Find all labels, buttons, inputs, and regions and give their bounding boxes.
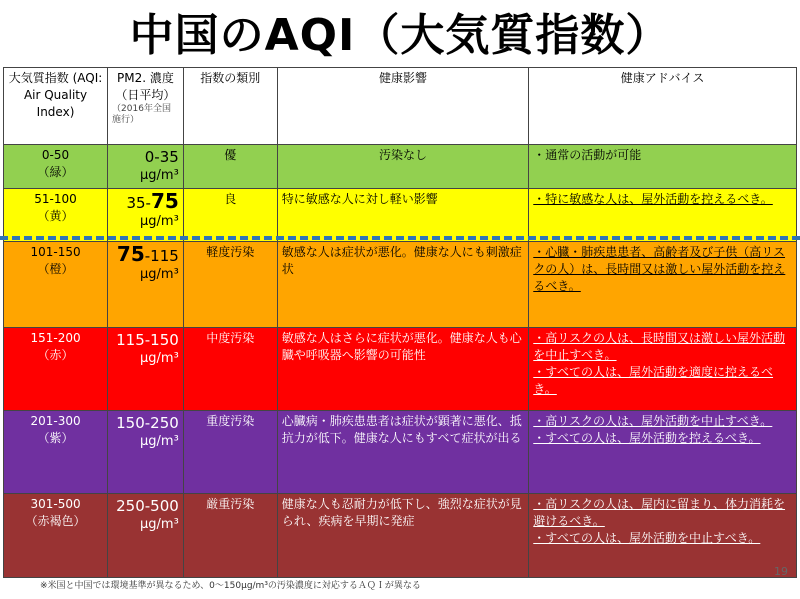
pm25-unit: μg/m³ bbox=[140, 517, 179, 532]
table-row bbox=[4, 189, 797, 242]
pm25-cell bbox=[108, 411, 184, 494]
aqi-range: 0-50 bbox=[41, 148, 70, 162]
advice-line: ・高リスクの人は、長時間又は激しい屋外活動を中止すべき。 bbox=[533, 331, 786, 362]
pm25-cell bbox=[108, 242, 184, 328]
aqi-range: 201-300 bbox=[30, 414, 81, 428]
category-cell: 厳重汚染 bbox=[183, 494, 277, 578]
table-row bbox=[4, 494, 797, 578]
aqi-range-cell bbox=[4, 242, 108, 328]
aqi-range-cell bbox=[4, 494, 108, 578]
aqi-color: （赤褐色） bbox=[25, 514, 86, 528]
header-effect: 健康影響 bbox=[277, 68, 529, 145]
pm25-value: 0-35 bbox=[144, 148, 179, 166]
pm25-value: 250-500 bbox=[116, 497, 179, 515]
pm25-unit: μg/m³ bbox=[140, 168, 179, 183]
effect-cell: 心臓病・肺疾患患者は症状が顕著に悪化、抵抗力が低下。健康な人にもすべて症状が出る bbox=[277, 411, 529, 494]
pm25-value: 35-75 bbox=[126, 189, 179, 213]
footnote: ※米国と中国では環境基準が異なるため、0～150μg/m³の汚染濃度に対応するＡＱＩが異なる bbox=[40, 581, 421, 591]
category-cell: 軽度汚染 bbox=[183, 242, 277, 328]
aqi-table bbox=[3, 67, 797, 578]
header-pm25-label: PM2. 濃度（日平均） bbox=[115, 71, 176, 102]
advice-cell bbox=[529, 411, 797, 494]
aqi-range-cell bbox=[4, 328, 108, 411]
pm25-cell bbox=[108, 328, 184, 411]
advice-cell bbox=[529, 145, 797, 189]
advice-cell bbox=[529, 328, 797, 411]
header-pm25 bbox=[108, 68, 184, 145]
effect-cell: 敏感な人は症状が悪化。健康な人にも刺激症状 bbox=[277, 242, 529, 328]
advice-line: ・高リスクの人は、屋内に留まり、体力消耗を避けるべき。 bbox=[533, 497, 786, 528]
category-cell: 重度汚染 bbox=[183, 411, 277, 494]
advice-line: ・すべての人は、屋外活動を適度に控えるべき。 bbox=[533, 365, 774, 396]
header-advice: 健康アドバイス bbox=[529, 68, 797, 145]
aqi-range: 101-150 bbox=[30, 245, 81, 259]
table-row bbox=[4, 328, 797, 411]
pm25-cell bbox=[108, 189, 184, 242]
category-cell: 良 bbox=[183, 189, 277, 242]
pm25-cell bbox=[108, 145, 184, 189]
advice-cell bbox=[529, 494, 797, 578]
table-row bbox=[4, 242, 797, 328]
effect-cell: 汚染なし bbox=[277, 145, 529, 189]
table-row bbox=[4, 145, 797, 189]
pm25-unit: μg/m³ bbox=[140, 351, 179, 366]
pm25-value: 115-150 bbox=[116, 331, 179, 349]
threshold-dashed-line bbox=[0, 236, 800, 240]
pm25-value: 150-250 bbox=[116, 414, 179, 432]
header-pm25-note: （2016年全国施行） bbox=[112, 104, 171, 125]
effect-cell: 特に敏感な人に対し軽い影響 bbox=[277, 189, 529, 242]
aqi-range: 51-100 bbox=[34, 192, 77, 206]
pm25-unit: μg/m³ bbox=[140, 434, 179, 449]
category-cell: 優 bbox=[183, 145, 277, 189]
table-header-row bbox=[4, 68, 797, 145]
advice-cell bbox=[529, 242, 797, 328]
advice-line: ・すべての人は、屋外活動を中止すべき。 bbox=[533, 531, 761, 545]
aqi-range-cell bbox=[4, 145, 108, 189]
pm25-cell bbox=[108, 494, 184, 578]
aqi-color: （赤） bbox=[37, 348, 74, 362]
advice-line: ・通常の活動が可能 bbox=[533, 148, 642, 162]
aqi-color: （紫） bbox=[37, 431, 74, 445]
header-category: 指数の類別 bbox=[183, 68, 277, 145]
pm25-unit: μg/m³ bbox=[140, 267, 179, 282]
aqi-color: （橙） bbox=[37, 262, 74, 276]
pm25-value: 75-115 bbox=[116, 242, 179, 266]
aqi-color: （緑） bbox=[37, 165, 74, 179]
aqi-range-cell bbox=[4, 189, 108, 242]
pm25-unit: μg/m³ bbox=[140, 214, 179, 229]
effect-cell: 敏感な人はさらに症状が悪化。健康な人も心臓や呼吸器へ影響の可能性 bbox=[277, 328, 529, 411]
page-title: 中国のAQI（大気質指数） bbox=[129, 10, 671, 61]
page-number: 19 bbox=[774, 565, 788, 578]
header-aqi: 大気質指数 (AQI: Air Quality Index) bbox=[4, 68, 108, 145]
advice-line: ・心臓・肺疾患患者、高齢者及び子供（高リスクの人）は、長時間又は激しい屋外活動を控えるべき。 bbox=[533, 245, 786, 293]
advice-line: ・高リスクの人は、屋外活動を中止すべき。 bbox=[533, 414, 773, 428]
table-row bbox=[4, 411, 797, 494]
advice-cell bbox=[529, 189, 797, 242]
aqi-range-cell bbox=[4, 411, 108, 494]
aqi-range: 301-500 bbox=[30, 497, 81, 511]
aqi-range: 151-200 bbox=[30, 331, 81, 345]
advice-line: ・すべての人は、屋外活動を控えるべき。 bbox=[533, 431, 761, 445]
category-cell: 中度汚染 bbox=[183, 328, 277, 411]
advice-line: ・特に敏感な人は、屋外活動を控えるべき。 bbox=[533, 192, 773, 206]
aqi-color: （黄） bbox=[37, 209, 74, 223]
effect-cell: 健康な人も忍耐力が低下し、強烈な症状が見られ、疾病を早期に発症 bbox=[277, 494, 529, 578]
